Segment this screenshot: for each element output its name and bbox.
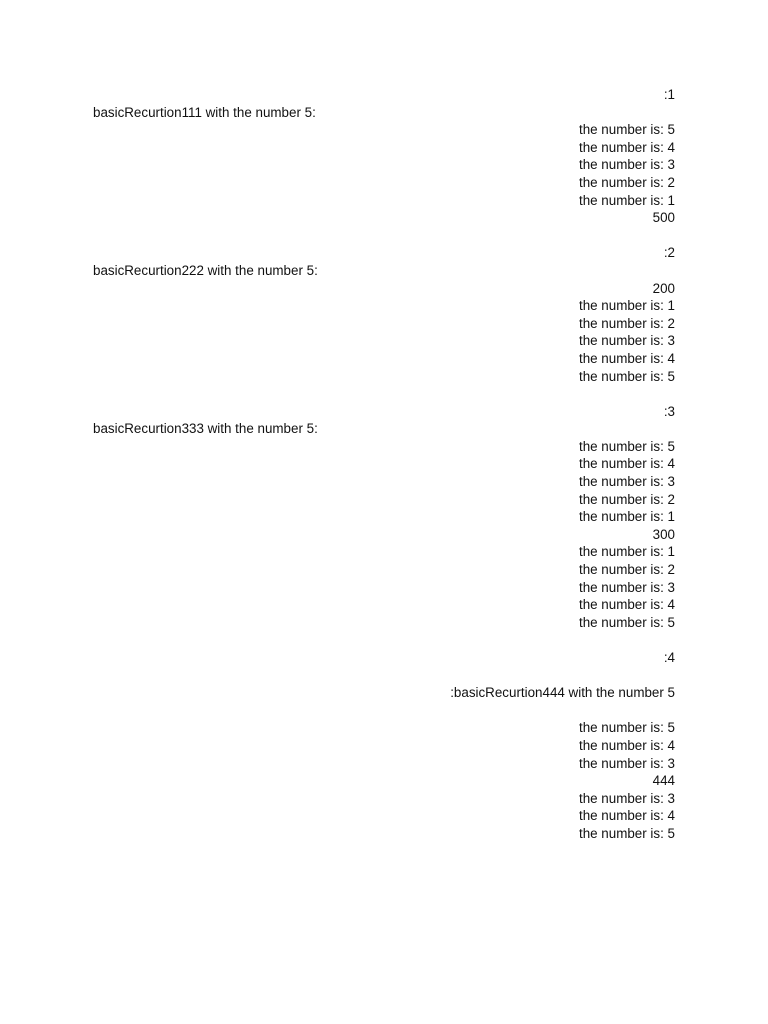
- text-line: basicRecurtion333 with the number 5:: [93, 421, 318, 437]
- text-line: :3: [663, 403, 675, 419]
- text-line: the number is: 1: [578, 298, 675, 314]
- text-line: basicRecurtion222 with the number 5:: [93, 262, 318, 278]
- text-line: the number is: 3: [578, 474, 675, 490]
- blank-line: [93, 227, 675, 245]
- text-line: the number is: 5: [578, 825, 675, 841]
- text-line: the number is: 3: [578, 790, 675, 806]
- text-line: the number is: 2: [578, 174, 675, 190]
- text-line: :2: [663, 245, 675, 261]
- text-line: :4: [663, 650, 675, 665]
- text-line: the number is: 4: [578, 350, 675, 366]
- text-line: the number is: 4: [578, 808, 675, 824]
- text-line: 444: [652, 773, 675, 789]
- document-body: [93, 86, 675, 843]
- blank-line: [93, 631, 675, 649]
- text-line: the number is: 2: [578, 562, 675, 578]
- text-line: the number is: 3: [578, 579, 675, 595]
- text-line: the number is: 4: [578, 456, 675, 472]
- blank-line: [93, 385, 675, 403]
- text-line: 200: [652, 280, 675, 296]
- text-line: the number is: 5: [578, 368, 675, 384]
- text-line: the number is: 5: [578, 720, 675, 736]
- text-line: the number is: 4: [578, 597, 675, 613]
- blank-line: [93, 702, 675, 720]
- text-line: the number is: 5: [578, 122, 675, 138]
- text-line: the number is: 4: [578, 737, 675, 753]
- text-line: the number is: 2: [578, 491, 675, 507]
- text-line: the number is: 1: [578, 544, 675, 560]
- text-line: the number is: 1: [578, 509, 675, 525]
- text-line: the number is: 5: [578, 614, 675, 630]
- blank-line: [93, 667, 675, 685]
- text-line: :basicRecurtion444 with the number 5: [450, 685, 675, 701]
- text-line: 500: [652, 210, 675, 226]
- text-line: the number is: 3: [578, 333, 675, 349]
- text-line: the number is: 3: [578, 755, 675, 771]
- text-line: the number is: 3: [578, 157, 675, 173]
- text-line: the number is: 4: [578, 139, 675, 155]
- text-line: the number is: 2: [578, 315, 675, 331]
- text-line: the number is: 5: [578, 438, 675, 454]
- text-line: :1: [663, 87, 675, 102]
- text-line: the number is: 1: [578, 192, 675, 208]
- text-line: basicRecurtion111 with the number 5:: [93, 104, 316, 120]
- text-line: 300: [652, 526, 675, 542]
